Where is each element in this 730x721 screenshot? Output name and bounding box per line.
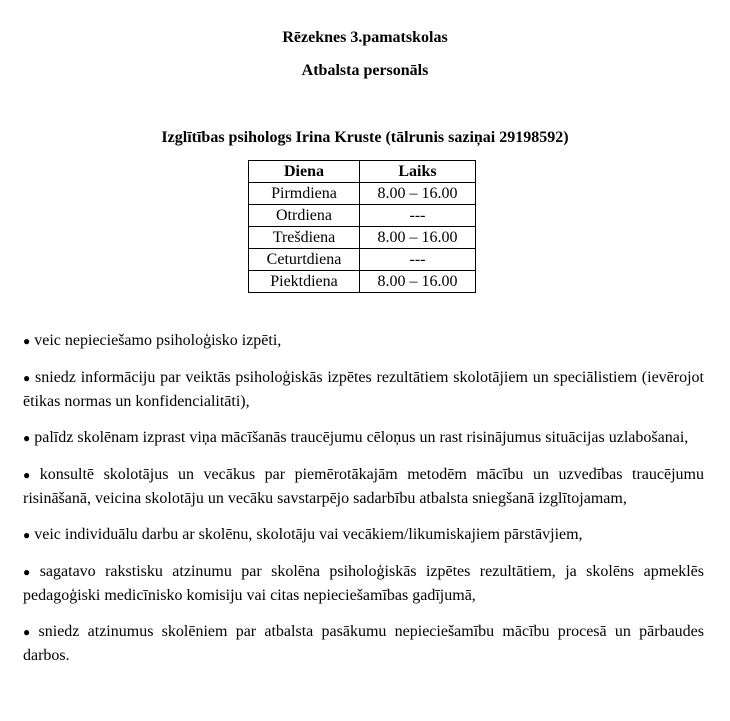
list-item [23, 620, 704, 667]
list-item [23, 329, 704, 353]
day-cell: Piektdiena [249, 271, 360, 293]
bullet-icon: ● [23, 528, 31, 542]
day-cell: Otrdiena [249, 205, 360, 227]
duty-text: veic nepieciešamo psiholoģisko izpēti, [34, 332, 282, 349]
duty-text: sniedz atzinumus skolēniem par atbalsta pasākumu nepieciešamību mācību procesā un pārbaudes darbos. [23, 623, 705, 664]
duty-text: veic individuālu darbu ar skolēnu, skolotāju vai vecākiem/likumiskajiem pārstāvjiem, [34, 526, 583, 543]
header-time: Laiks [360, 161, 476, 183]
school-title: Rēzeknes 3.pamatskolas [282, 29, 448, 46]
bullet-icon: ● [23, 334, 31, 348]
time-cell: 8.00 – 16.00 [360, 227, 476, 249]
psychologist-contact: Izglītības psihologs Irina Kruste (tālrunis saziņai 29198592) [161, 129, 569, 146]
bullet-icon: ● [23, 371, 32, 385]
table-row [249, 205, 476, 227]
duties-list [23, 329, 704, 680]
duty-text: konsultē skolotājus un vecākus par piemērotākajām metodēm mācību un uzvedības traucējumu risināšanā, veicina skolotāju un vecāku savstarpējo sadarbību atbalsta sniegšanā izglītojamam, [23, 466, 704, 507]
bullet-icon: ● [23, 431, 31, 445]
bullet-icon: ● [23, 565, 36, 579]
duty-text: palīdz skolēnam izprast viņa mācīšanās traucējumu cēloņus un rast risinājumus situācijas uzlabošanai, [34, 429, 689, 446]
day-cell: Pirmdiena [249, 183, 360, 205]
schedule-header-row [249, 161, 476, 183]
section-subtitle: Atbalsta personāls [301, 62, 429, 79]
header-day: Diena [249, 161, 360, 183]
time-cell: 8.00 – 16.00 [360, 183, 476, 205]
time-cell: --- [360, 249, 476, 271]
list-item [23, 366, 704, 413]
table-row [249, 249, 476, 271]
list-item [23, 560, 704, 607]
time-cell: --- [360, 205, 476, 227]
duty-text: sniedz informāciju par veiktās psiholoģiskās izpētes rezultātiem skolotājiem un speciālistiem (ievērojot ētikas normas un konfidencialitāti), [23, 369, 704, 410]
bullet-icon: ● [23, 625, 35, 639]
list-item [23, 523, 704, 547]
day-cell: Trešdiena [249, 227, 360, 249]
list-item [23, 463, 704, 510]
table-row [249, 183, 476, 205]
duty-text: sagatavo rakstisku atzinumu par skolēna psiholoģiskās izpētes rezultātiem, ja skolēns apmeklēs pedagoģiski medicīnisko komisiju vai citas nepieciešamības gadījumā, [23, 563, 705, 604]
table-row [249, 227, 476, 249]
bullet-icon: ● [23, 468, 36, 482]
list-item [23, 426, 704, 450]
day-cell: Ceturtdiena [249, 249, 360, 271]
table-row [249, 271, 476, 293]
schedule-table [248, 160, 476, 293]
time-cell: 8.00 – 16.00 [360, 271, 476, 293]
